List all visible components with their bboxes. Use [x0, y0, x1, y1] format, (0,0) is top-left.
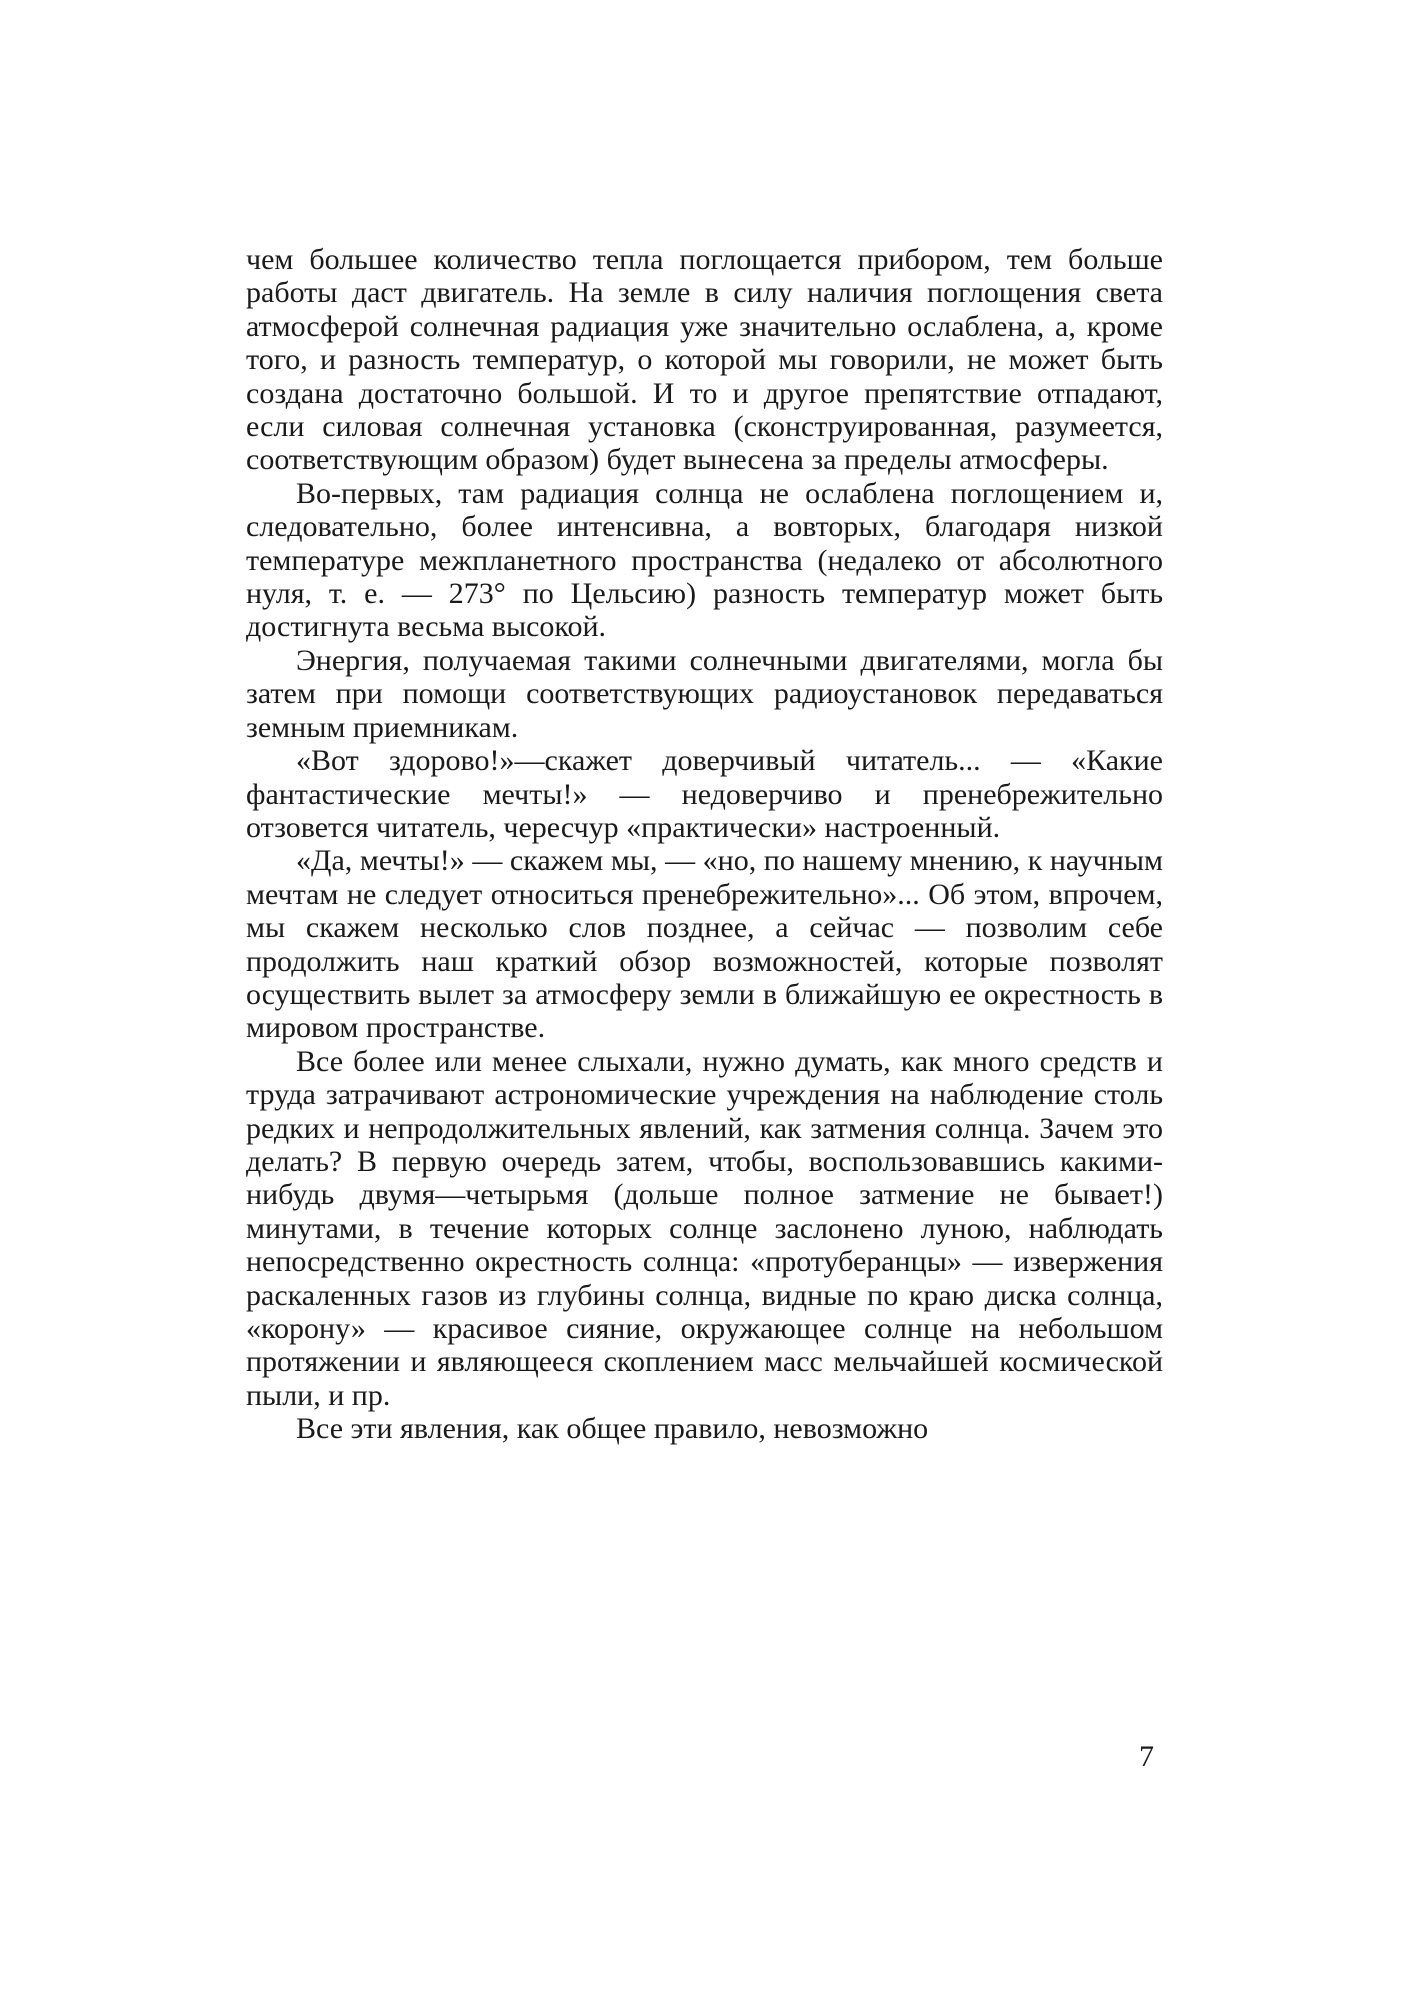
paragraph-7: Все эти явления, как общее правило, невозможно	[296, 1412, 929, 1446]
paragraph-3: Энергия, получаемая такими солнечными двигателями, могла бы затем при помощи соответствующих радиоустановок передаваться земным приемникам.	[246, 643, 1163, 744]
paragraph-6: Все более или менее слыхали, нужно думать, как много средств и труда затрачивают астрономические учреждения на наблюдение столь редких и непродолжительных явлений, как затмения солнца. Зачем это делать? В первую очередь затем, чтобы, воспользовавшись какими-нибудь двумя—четырьмя (дольше полное затмение не бывает!) минутами, в течение которых солнце заслонено луною, наблюдать непосредственно окрестность солнца: «протуберанцы» — извержения раскаленных газов из глубины солнца, видные по краю диска солнца, «корону» — красивое сияние, окружающее солнце на небольшом протяжении и являющееся скоплением масс мельчайшей космической пыли, и пр.	[246, 1044, 1163, 1412]
page-number: 7	[1139, 1740, 1154, 1773]
main-text	[246, 243, 1163, 1446]
paragraph-5: «Да, мечты!» — скажем мы, — «но, по нашему мнению, к научным мечтам не следует относиться пренебрежительно»... Об этом, впрочем, мы скажем несколько слов позднее, а сейчас — позволим себе продолжить наш краткий обзор возможностей, которые позволят осуществить вылет за атмосферу земли в ближайшую ее окрестность в мировом пространстве.	[246, 844, 1163, 1045]
paragraph-1: чем большее количество тепла поглощается прибором, тем больше работы даст двигатель. На земле в силу наличия поглощения света атмосферой солнечная радиация уже значительно ослаблена, а, кроме того, и разность температур, о которой мы говорили, не может быть создана достаточно большой. И то и другое препятствие отпадают, если силовая солнечная установка (сконструированная, разумеется, соответствующим образом) будет вынесена за пределы атмосферы.	[246, 243, 1163, 477]
paragraph-2: Во-первых, там радиация солнца не ослаблена поглощением и, следовательно, более интенсивна, а вовторых, благодаря низкой температуре межпланетного пространства (недалеко от абсолютного нуля, т. е. — 273° по Цельсию) разность температур может быть достигнута весьма высокой.	[246, 476, 1163, 644]
paragraph-4: «Вот здорово!»—скажет доверчивый читатель... — «Какие фантастические мечты!» — недоверчиво и пренебрежительно отзовется читатель, чересчур «практически» настроенный.	[246, 744, 1163, 844]
